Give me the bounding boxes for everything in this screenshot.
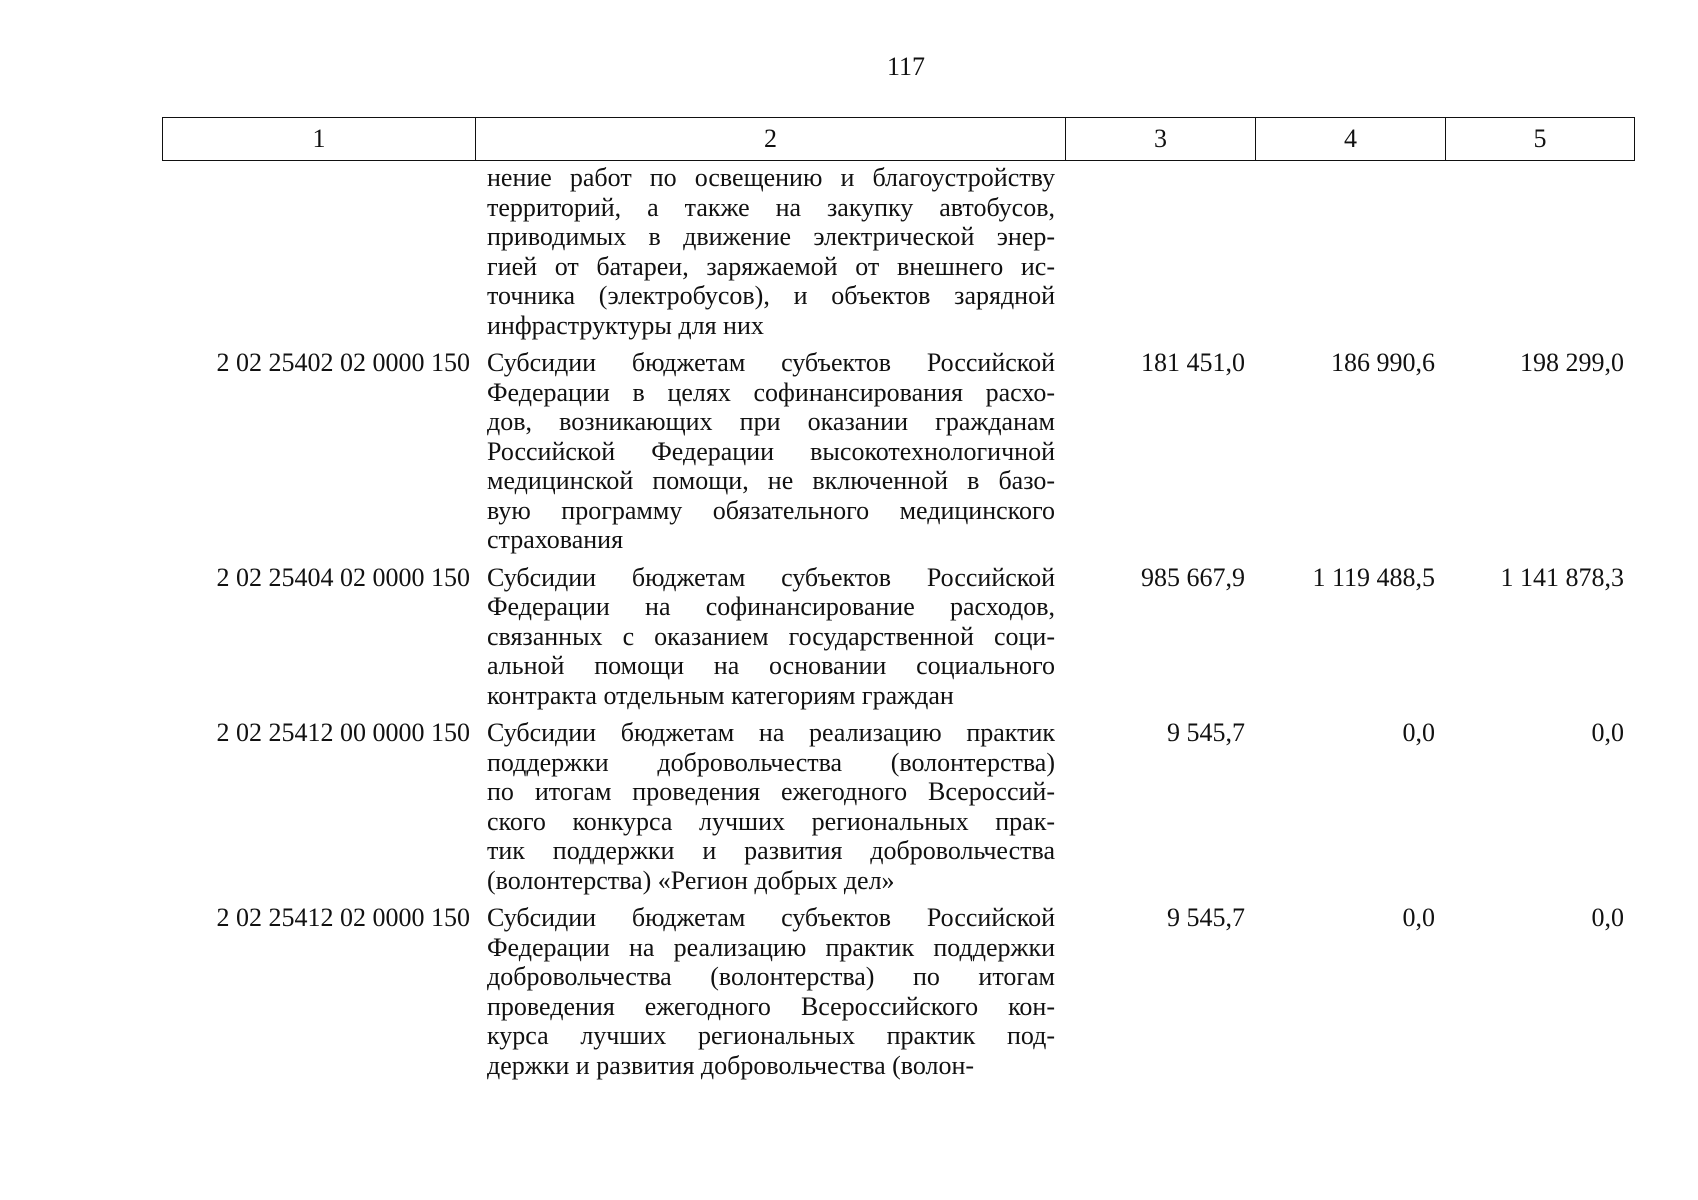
row-value-col5: 0,0 [1591, 718, 1624, 747]
description-line: (волонтерства) «Регион добрых дел» [487, 865, 895, 895]
description-line: тик поддержки и развития добровольчества [487, 836, 1055, 865]
row-description [475, 563, 1065, 711]
description-line: ского конкурса лучших региональных прак- [487, 806, 1055, 836]
description-line: Федерации на реализацию практик поддержки [487, 932, 1055, 962]
description-line: поддержки добровольчества (волонтерства) [487, 747, 1055, 777]
row-description [475, 348, 1065, 555]
description-line: приводимых в движение электрической энер- [487, 222, 1055, 251]
row-value-col3: 985 667,9 [1141, 562, 1245, 592]
description-line: Субсидии бюджетам на реализацию практик [487, 718, 1055, 747]
row-code: 2 02 25402 02 0000 150 [216, 348, 470, 377]
description-line: по итогам проведения ежегодного Всероссий- [487, 777, 1055, 806]
description-line: Российской Федерации высокотехнологичной [487, 436, 1055, 466]
description-line: добровольчества (волонтерства) по итогам [487, 962, 1055, 991]
row-description [475, 718, 1065, 895]
description-line: держки и развития добровольчества (волон- [487, 1050, 975, 1080]
description-line: Субсидии бюджетам субъектов Российской [487, 348, 1055, 377]
row-value-col4: 0,0 [1402, 903, 1435, 932]
description-line: Субсидии бюджетам субъектов Российской [487, 562, 1055, 592]
row-value-col3: 181 451,0 [1141, 348, 1245, 377]
description-line: связанных с оказанием государственной соци- [487, 621, 1055, 651]
row-value-col4: 0,0 [1402, 718, 1435, 747]
description-line: контракта отдельным категориям граждан [487, 680, 954, 710]
column-header-3: 3 [1066, 118, 1256, 161]
table-row [162, 718, 1634, 895]
row-value-col5: 1 141 878,3 [1500, 562, 1624, 592]
description-line: курса лучших региональных практик под- [487, 1021, 1055, 1050]
description-line: вую программу обязательного медицинского [487, 495, 1055, 525]
description-line: проведения ежегодного Всероссийского кон- [487, 991, 1055, 1021]
description-line: гией от батареи, заряжаемой от внешнего ис- [487, 251, 1055, 281]
row-description [475, 903, 1065, 1080]
description-line: инфраструктуры для них [487, 310, 764, 340]
row-description [475, 163, 1065, 340]
table-row [162, 563, 1634, 711]
column-header-2: 2 [476, 118, 1066, 161]
description-line: альной помощи на основании социального [487, 651, 1055, 680]
table-row [162, 903, 1634, 1080]
column-header-4: 4 [1256, 118, 1446, 161]
description-line: нение работ по освещению и благоустройству [487, 163, 1055, 192]
description-line: медицинской помощи, не включенной в базо- [487, 466, 1055, 495]
row-value-col5: 0,0 [1591, 903, 1624, 932]
column-header-5: 5 [1446, 118, 1635, 161]
table-header [162, 117, 1635, 161]
description-line: Федерации в целях софинансирования расхо- [487, 377, 1055, 407]
row-code: 2 02 25412 02 0000 150 [216, 903, 470, 932]
row-value-col4: 186 990,6 [1331, 348, 1435, 377]
description-line: Федерации на софинансирование расходов, [487, 592, 1055, 621]
description-line: точника (электробусов), и объектов зарядной [487, 281, 1055, 310]
row-value-col5: 198 299,0 [1520, 348, 1624, 377]
table-row [162, 348, 1634, 555]
column-header-1: 1 [163, 118, 476, 161]
description-line: страхования [487, 525, 624, 554]
row-value-col4: 1 119 488,5 [1312, 562, 1435, 592]
row-code: 2 02 25412 00 0000 150 [216, 718, 470, 747]
description-line: дов, возникающих при оказании гражданам [487, 407, 1055, 436]
row-code: 2 02 25404 02 0000 150 [216, 562, 470, 592]
table-row [162, 163, 1634, 340]
table-body [162, 163, 1634, 1088]
description-line: Субсидии бюджетам субъектов Российской [487, 903, 1055, 932]
description-line: территорий, а также на закупку автобусов, [487, 192, 1055, 222]
row-value-col3: 9 545,7 [1167, 718, 1245, 747]
page-number: 117 [886, 52, 926, 81]
row-value-col3: 9 545,7 [1167, 903, 1245, 932]
